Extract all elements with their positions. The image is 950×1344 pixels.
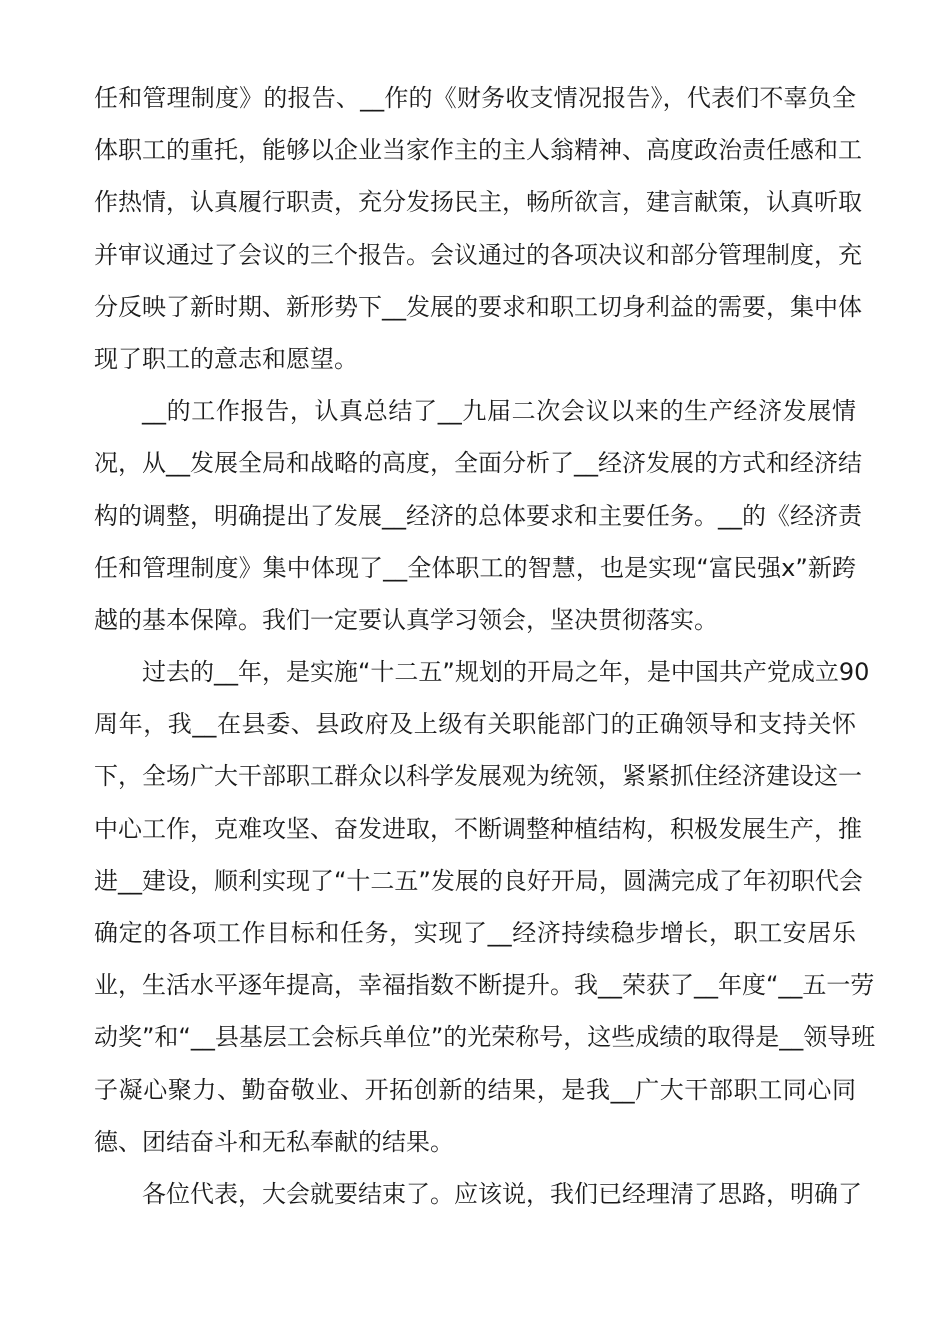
text-line: 进__建设，顺利实现了“十二五”发展的良好开局，圆满完成了年初职代会 bbox=[94, 866, 863, 895]
paragraph-3 bbox=[94, 646, 876, 1168]
text-line: __的工作报告，认真总结了__九届二次会议以来的生产经济发展情 bbox=[142, 397, 856, 426]
text-line: 分反映了新时期、新形势下__发展的要求和职工切身利益的需要，集中体 bbox=[94, 292, 862, 321]
text-line: 周年，我__在县委、县政府及上级有关职能部门的正确领导和支持关怀 bbox=[94, 710, 856, 739]
text-line: 德、团结奋斗和无私奉献的结果。 bbox=[94, 1127, 454, 1156]
text-line: 子凝心聚力、勤奋敬业、开拓创新的结果，是我__广大干部职工同心同 bbox=[94, 1075, 856, 1104]
text-line: 并审议通过了会议的三个报告。会议通过的各项决议和部分管理制度，充 bbox=[94, 240, 862, 269]
text-line: 动奖”和“__县基层工会标兵单位”的光荣称号，这些成绩的取得是__领导班 bbox=[94, 1023, 876, 1052]
paragraph-1 bbox=[94, 72, 862, 385]
text-line: 下，全场广大干部职工群众以科学发展观为统领，紧紧抓住经济建设这一 bbox=[94, 762, 862, 791]
text-line: 越的基本保障。我们一定要认真学习领会，坚决贯彻落实。 bbox=[94, 605, 718, 634]
paragraph-4 bbox=[94, 1168, 862, 1220]
text-line: 构的调整，明确提出了发展__经济的总体要求和主要任务。__的《经济责 bbox=[94, 501, 862, 530]
text-line: 确定的各项工作目标和任务，实现了__经济持续稳步增长，职工安居乐 bbox=[94, 919, 856, 947]
text-line: 体职工的重托，能够以企业当家作主的主人翁精神、高度政治责任感和工 bbox=[94, 136, 862, 165]
text-line: 业，生活水平逐年提高，幸福指数不断提升。我__荣获了__年度“__五一劳 bbox=[94, 971, 875, 1000]
text-line: 任和管理制度》集中体现了__全体职工的智慧，也是实现“富民强x”新跨 bbox=[94, 553, 856, 582]
text-line: 任和管理制度》的报告、__作的《财务收支情况报告》，代表们不辜负全 bbox=[94, 84, 856, 112]
text-line: 作热情，认真履行职责，充分发扬民主，畅所欲言，建言献策，认真听取 bbox=[94, 188, 862, 217]
text-line: 现了职工的意志和愿望。 bbox=[94, 344, 358, 373]
document-body bbox=[94, 72, 876, 1220]
paragraph-2 bbox=[94, 385, 862, 646]
text-line: 过去的__年，是实施“十二五”规划的开局之年，是中国共产党成立90 bbox=[142, 658, 870, 687]
text-line: 各位代表，大会就要结束了。应该说，我们已经理清了思路，明确了 bbox=[142, 1179, 862, 1208]
text-line: 中心工作，克难攻坚、奋发进取，不断调整种植结构，积极发展生产，推 bbox=[94, 814, 862, 843]
text-line: 况，从__发展全局和战略的高度，全面分析了__经济发展的方式和经济结 bbox=[94, 449, 862, 478]
